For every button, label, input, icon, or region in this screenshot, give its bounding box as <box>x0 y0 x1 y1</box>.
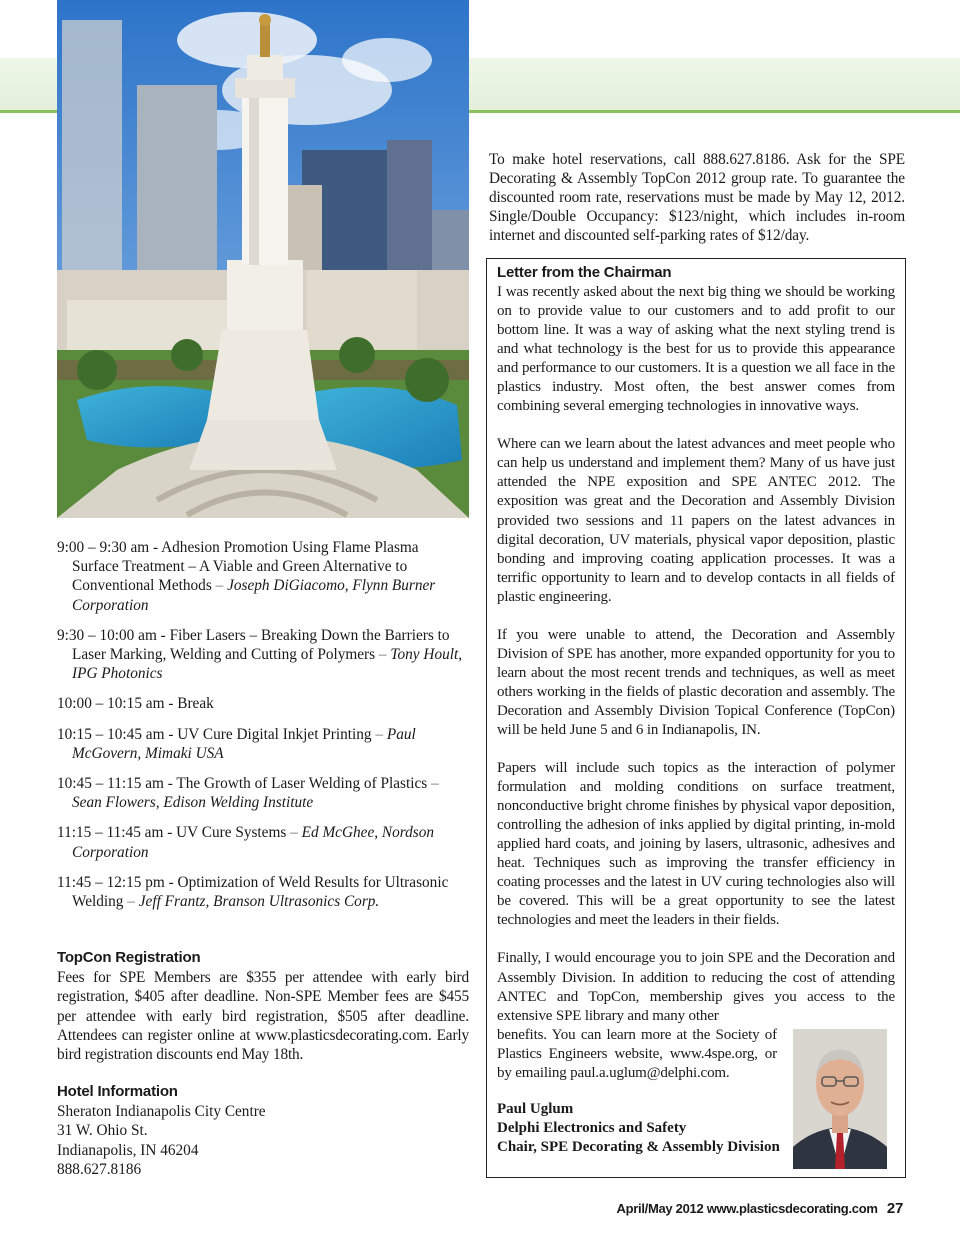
letter-paragraph: If you were unable to attend, the Decoration and Assembly Division of SPE has another, more expanded opportunity for you to learn about the most recent trends and techniques, as well as meet others working in the fields of plastic decoration and assembly. The Decoration and Assembly Division Topical Conference (TopCon) will be held June 5 and 6 in Indianapolis, IN. <box>497 626 895 738</box>
schedule-speaker: Sean Flowers, Edison Welding Institute <box>72 794 314 812</box>
schedule-speaker: Jeff Frantz, Branson Ultrasonics Corp. <box>138 893 380 911</box>
chairman-portrait <box>793 1029 887 1169</box>
signature-company: Delphi Electronics and Safety <box>497 1119 687 1136</box>
signature-role: Chair, SPE Decorating & Assembly Division <box>497 1139 780 1156</box>
schedule-time: 10:00 – 10:15 am <box>57 695 165 713</box>
schedule-title: UV Cure Digital Inkjet Printing <box>177 725 372 743</box>
schedule-speaker: Tony Hoult, IPG Photonics <box>72 646 463 683</box>
schedule-time: 9:30 – 10:00 am <box>57 626 157 644</box>
page-number: 27 <box>886 1200 903 1217</box>
schedule-speaker: Ed McGhee, Nordson Corporation <box>72 824 435 861</box>
letter-paragraph: Papers will include such topics as the interaction of polymer formulation and molding conditions on surface treatment, nonconductive bright chrome finishes by physical vapor deposition, controlling the adhesion of inks applied by digital printing, in-mold applied hard coats, and joining by lasers, ultrasonic, adhesives and heat. Techniques such as improving the transfer efficiency in coating processes and the latest in UV curing technologies also will be covered. This will be a great opportunity to see the latest technologies and meet the leaders in their fields. <box>497 760 895 929</box>
registration-text: Fees for SPE Members are $355 per attendee with early bird registration, $405 after deadline. Non-SPE Member fees are $455 per attendee with early bird registration, $505 after deadline. Attendees can register online at www.plasticsdecorating.com. Early bird registration discounts end May 18th. <box>57 969 469 1064</box>
schedule-time: 11:45 – 12:15 pm <box>57 873 165 891</box>
chairman-letter-box <box>486 258 906 1178</box>
schedule-time: 10:45 – 11:15 am <box>57 775 164 793</box>
indianapolis-monument-photo <box>57 0 469 518</box>
footer-issue: April/May 2012 <box>616 1201 704 1216</box>
schedule-time: 11:15 – 11:45 am <box>57 824 164 842</box>
schedule-item: 10:15 – 10:45 am - UV Cure Digital Inkjet Printing – Paul McGovern, Mimaki USA <box>57 725 416 762</box>
letter-title: Letter from the Chairman <box>497 264 672 281</box>
signature-name: Paul Uglum <box>497 1100 574 1117</box>
registration-title: TopCon Registration <box>57 949 201 966</box>
schedule-speaker: Paul McGovern, Mimaki USA <box>72 725 416 762</box>
schedule-item: 9:30 – 10:00 am - Fiber Lasers – Breaking Down the Barriers to Laser Marking, Welding and Cutting of Polymers – Tony Hoult, IPG Photonics <box>57 626 463 683</box>
schedule-title: The Growth of Laser Welding of Plastics <box>176 775 428 793</box>
hotel-name: Sheraton Indianapolis City Centre <box>57 1103 266 1121</box>
footer-website: www.plasticsdecorating.com <box>706 1201 878 1216</box>
schedule-item: 11:45 – 12:15 pm - Optimization of Weld Results for Ultrasonic Welding – Jeff Frantz, Branson Ultrasonics Corp. <box>57 873 449 911</box>
letter-paragraph: Where can we learn about the latest advances and meet people who can help us understand and implement them? Many of us have just attended the NPE exposition and SPE ANTEC 2012. The exposition was great and the Decoration and Assembly Division provided two sessions and 11 papers on the latest advances in digital decoration, UV materials, physical vapor deposition, plastic bonding and improving coating application processes. It was a terrific opportunity to learn and to develop contacts in all fields of plastic engineering. <box>497 436 895 605</box>
letter-closing: Finally, I would encourage you to join SPE and the Decoration and Assembly Division. In addition to reducing the cost of attending ANTEC and TopCon, membership gives you access to the extensive SPE library and many other <box>497 950 895 1024</box>
hotel-street: 31 W. Ohio St. <box>57 1122 148 1140</box>
schedule-title: Optimization of Weld Results for Ultrasonic Welding <box>72 873 449 911</box>
hotel-title: Hotel Information <box>57 1083 178 1100</box>
registration-section <box>57 948 469 1064</box>
schedule-item: 10:45 – 11:15 am - The Growth of Laser Welding of Plastics – Sean Flowers, Edison Welding Institute <box>57 775 439 812</box>
schedule-title: Break <box>177 695 214 713</box>
schedule-title: Fiber Lasers – Breaking Down the Barriers to Laser Marking, Welding and Cutting of Polymers <box>72 626 450 664</box>
hotel-city: Indianapolis, IN 46204 <box>57 1141 199 1159</box>
session-schedule <box>57 538 469 922</box>
page-footer <box>617 1200 903 1217</box>
schedule-title: UV Cure Systems <box>176 824 287 842</box>
schedule-time: 9:00 – 9:30 am <box>57 539 150 556</box>
letter-closing-contact: benefits. You can learn more at the Society of Plastics Engineers website, www.4spe.org, or by emailing paul.a.uglum@delphi.com. <box>497 1026 777 1081</box>
hotel-reservation-text: To make hotel reservations, call 888.627.8186. Ask for the SPE Decorating & Assembly TopCon 2012 group rate. To guarantee the discounted room rate, reservations must be made by May 12, 2012. Single/Double Occupancy: $123/night, which includes in-room internet and discounted self-parking rates of $12/day. <box>489 151 905 244</box>
schedule-item: 9:00 – 9:30 am - Adhesion Promotion Using Flame Plasma Surface Treatment – A Viable and Green Alternative to Conventional Methods – Joseph DiGiacomo, Flynn Burner Corporation <box>57 539 436 614</box>
schedule-time: 10:15 – 10:45 am <box>57 725 165 743</box>
hotel-section <box>57 1082 469 1179</box>
schedule-item: 11:15 – 11:45 am - UV Cure Systems – Ed McGhee, Nordson Corporation <box>57 824 435 861</box>
schedule-speaker: Joseph DiGiacomo, Flynn Burner Corporation <box>72 577 436 614</box>
schedule-title: Adhesion Promotion Using Flame Plasma Surface Treatment – A Viable and Green Alternative to Conventional Methods <box>72 539 419 595</box>
hotel-phone: 888.627.8186 <box>57 1160 142 1178</box>
letter-paragraph: I was recently asked about the next big thing we should be working on to provide value to our customers and to add profit to our bottom line. It was a way of asking what the next styling trend is and what technology is the best for us to provide this appearance and performance to our customers. It is a question we all face in the plastics industry. Most often, the best answer comes from combining several emerging technologies in innovative ways. <box>497 284 895 415</box>
schedule-item: 10:00 – 10:15 am - Break <box>57 695 214 713</box>
